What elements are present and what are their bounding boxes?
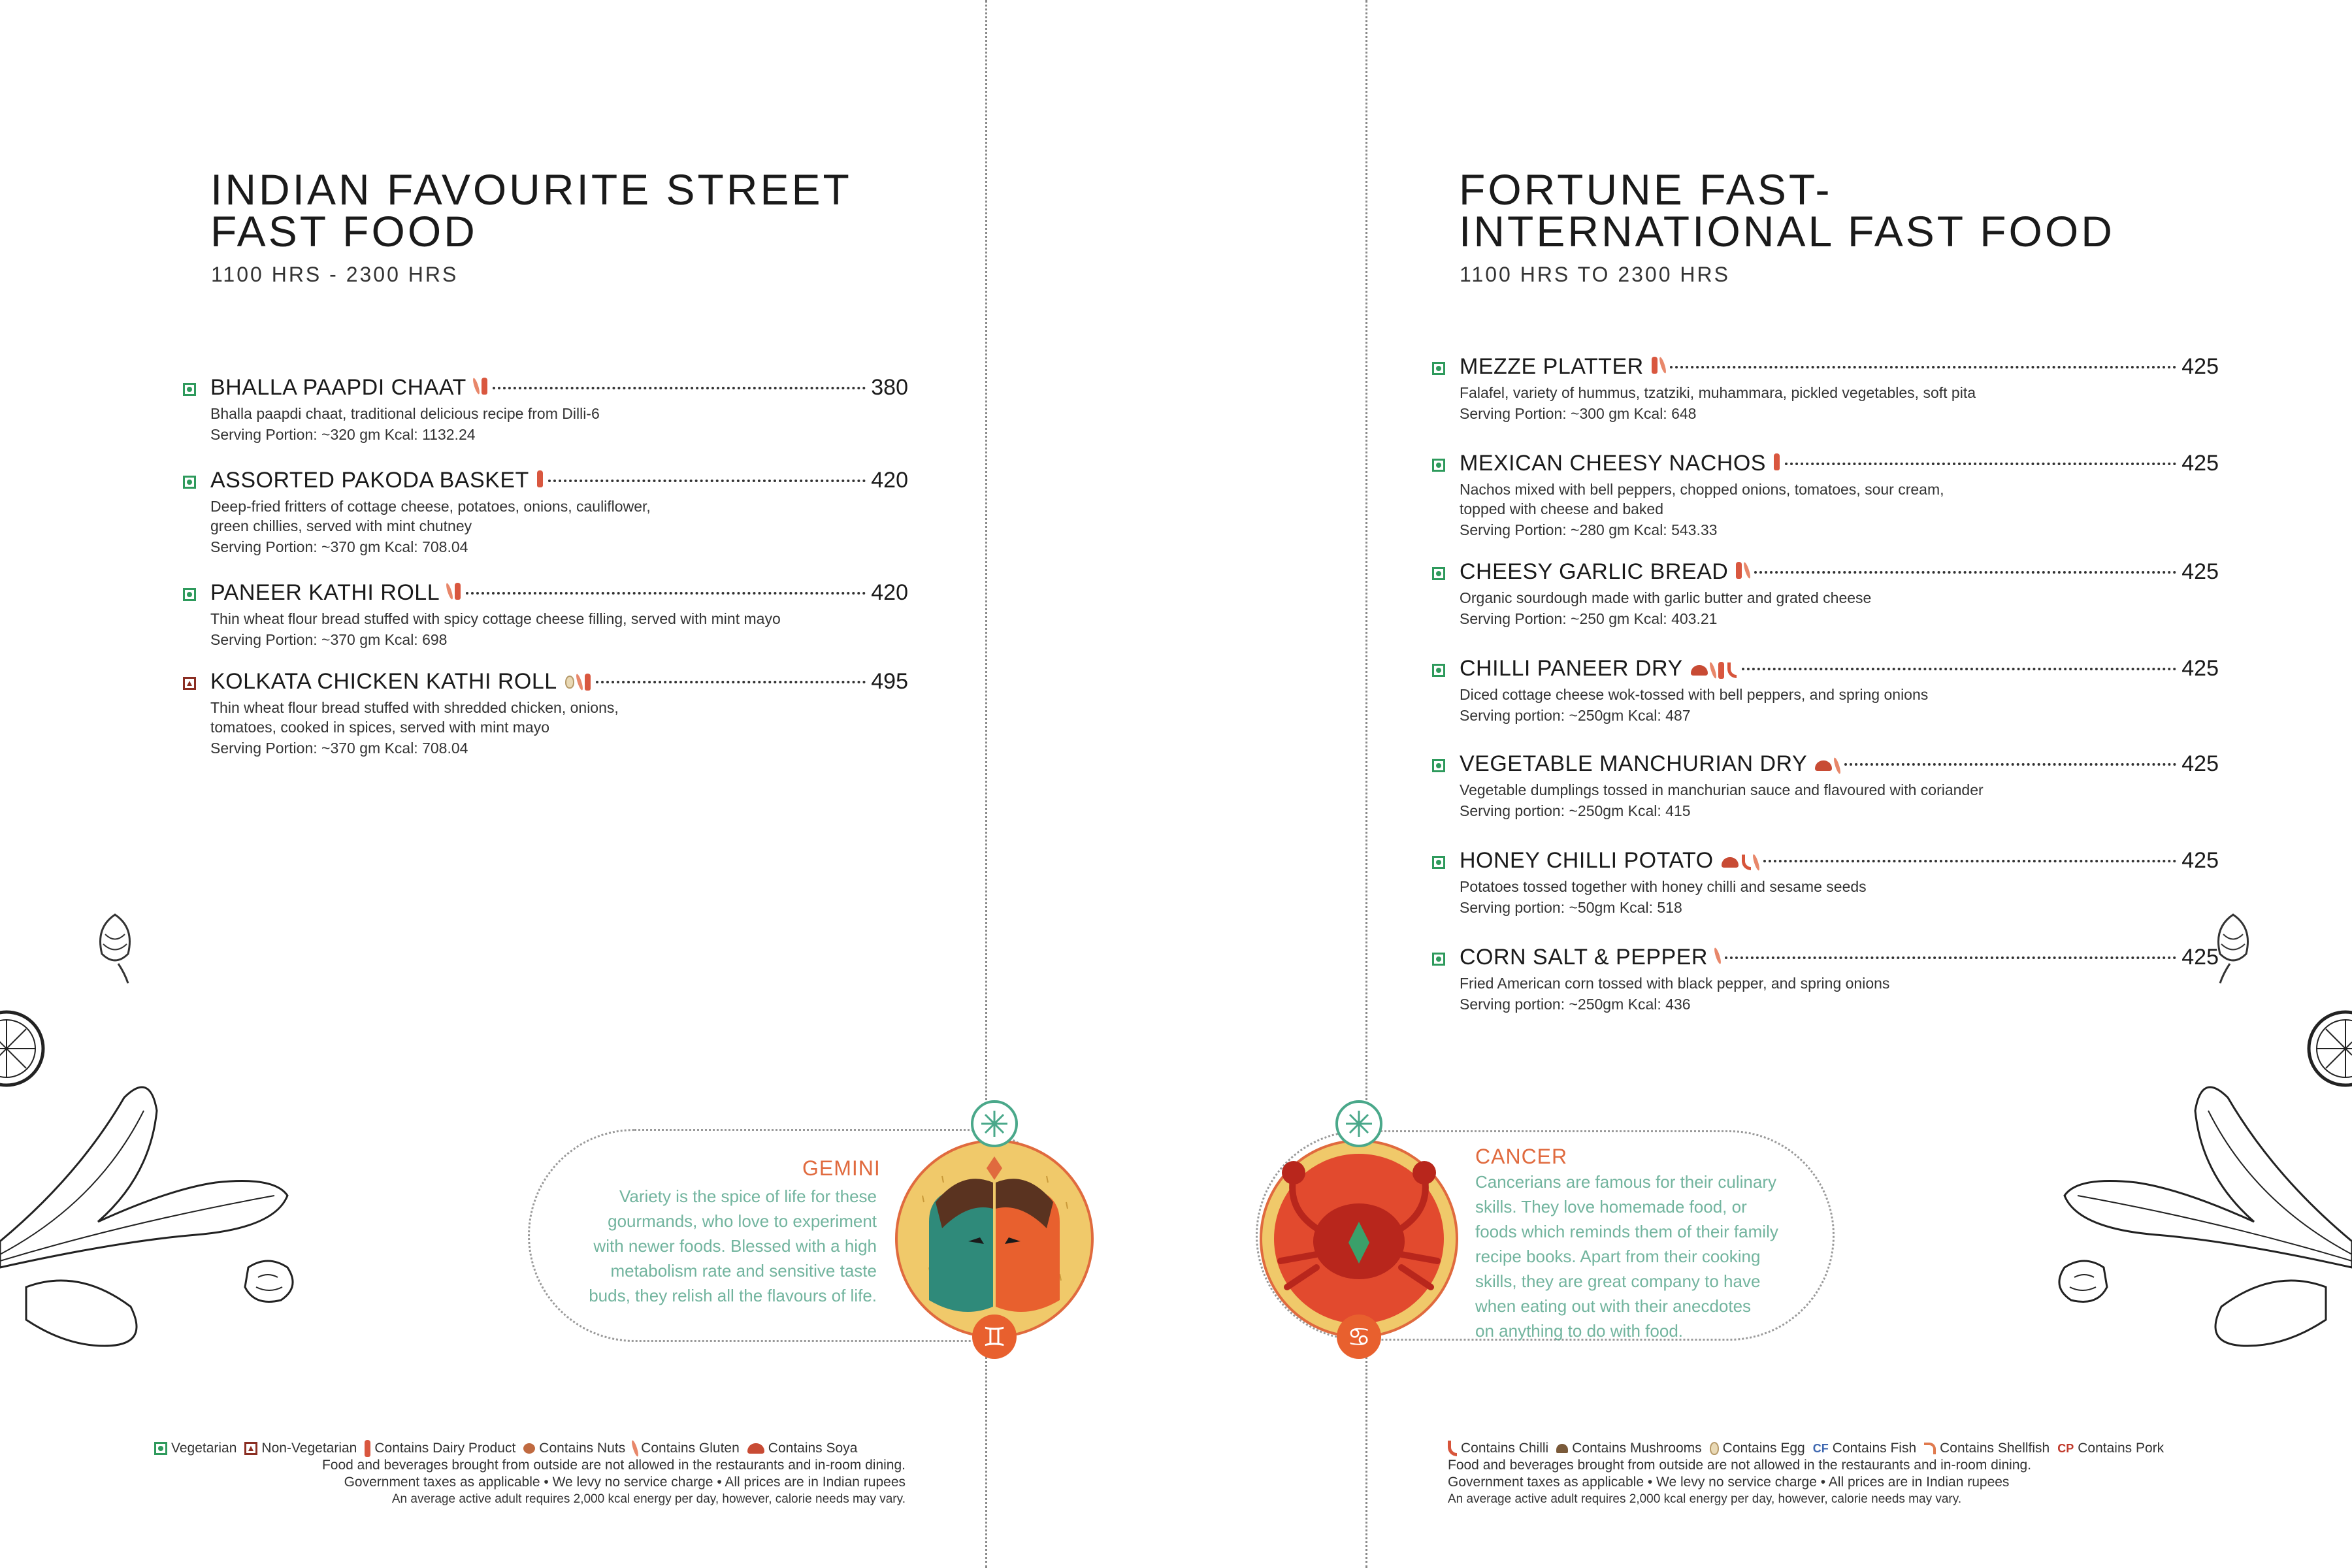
dot-leader — [548, 480, 866, 482]
gluten-icon — [1833, 757, 1842, 775]
item-description: Bhalla paapdi chaat, traditional delicious recipe from Dilli-6 — [210, 405, 600, 422]
item-serving-portion: Serving portion: ~250gm Kcal: 487 — [1460, 707, 1691, 724]
gluten-icon — [630, 1440, 640, 1458]
left-legend-row — [154, 1440, 906, 1457]
vegetarian-mark-icon — [183, 383, 196, 396]
item-price: 425 — [2181, 451, 2219, 476]
item-serving-portion: Serving Portion: ~370 gm Kcal: 708.04 — [210, 740, 468, 757]
menu-item — [1460, 751, 2219, 822]
item-title-row — [1460, 451, 2219, 480]
gemini-name: GEMINI — [802, 1156, 881, 1180]
item-serving-portion: Serving Portion: ~280 gm Kcal: 543.33 — [1460, 521, 1718, 538]
item-serving-portion: Serving Portion: ~370 gm Kcal: 698 — [210, 631, 448, 648]
vegetarian-mark-icon — [1432, 759, 1445, 772]
legend-label: Non-Vegetarian — [261, 1441, 357, 1456]
legend-label: Contains Shellfish — [1940, 1441, 2050, 1456]
dot-leader — [1754, 571, 2176, 574]
legend-label: Contains Pork — [2078, 1441, 2164, 1456]
non-vegetarian-mark-icon — [183, 677, 196, 690]
item-name: MEZZE PLATTER — [1460, 354, 1644, 379]
legend-entry — [1710, 1440, 1805, 1457]
item-description: Vegetable dumplings tossed in manchurian sauce and flavoured with coriander — [1460, 781, 1984, 798]
item-description: Deep-fried fritters of cottage cheese, potatoes, onions, cauliflower, green chillies, served with mint chutney — [210, 498, 651, 534]
item-description: Thin wheat flour bread stuffed with spicy cottage cheese filling, served with mint mayo — [210, 610, 781, 627]
item-title-row — [1460, 848, 2219, 877]
dairy-icon — [1736, 562, 1742, 579]
legend-entry — [244, 1440, 357, 1457]
vegetarian-mark-icon — [1432, 664, 1445, 677]
cf-icon: CF — [1812, 1442, 1829, 1455]
vegetarian-mark-icon — [1432, 459, 1445, 472]
allergen-icons — [1722, 854, 1758, 871]
item-name: BHALLA PAAPDI CHAAT — [210, 375, 466, 400]
dot-leader — [1670, 366, 2177, 368]
menu-item — [210, 580, 908, 651]
allergen-icons — [474, 378, 487, 395]
item-description: Falafel, variety of hummus, tzatziki, muhammara, pickled vegetables, soft pita — [1460, 384, 1976, 401]
legend-entry — [1556, 1440, 1701, 1457]
right-legend-row — [1448, 1440, 2232, 1457]
gluten-icon — [1752, 854, 1761, 872]
dot-leader — [1785, 463, 2176, 465]
cancer-name: CANCER — [1475, 1145, 1568, 1168]
vegetarian-mark-icon — [154, 1442, 167, 1455]
allergen-icons — [1716, 947, 1720, 964]
legend-label: Contains Fish — [1832, 1441, 1917, 1456]
vegetarian-mark-icon — [1432, 362, 1445, 375]
legend-entry — [1924, 1440, 2050, 1457]
menu-item — [1460, 945, 2219, 1015]
item-serving-portion: Serving Portion: ~320 gm Kcal: 1132.24 — [210, 426, 476, 443]
allergen-icons — [1774, 453, 1780, 470]
legend-entry — [1813, 1440, 1916, 1457]
legend-entry — [365, 1440, 515, 1457]
item-price: 425 — [2181, 945, 2219, 970]
item-title-row — [1460, 945, 2219, 973]
item-serving-portion: Serving Portion: ~300 gm Kcal: 648 — [1460, 405, 1697, 422]
legend-label: Contains Nuts — [539, 1441, 626, 1456]
item-price: 425 — [2181, 751, 2219, 776]
item-serving-portion: Serving Portion: ~250 gm Kcal: 403.21 — [1460, 610, 1718, 627]
item-title-row — [210, 468, 908, 497]
right-legend — [1448, 1440, 2232, 1508]
left-legend — [154, 1440, 906, 1508]
item-price: 380 — [871, 375, 908, 400]
cancer-description: Cancerians are famous for their culinary skills. They love homemade food, or foods which reminds them of their family recipe books. Apart from their cooking skills, they are great company to have when eating out with their anecdotes on anything to do with food. — [1475, 1172, 1778, 1341]
right-section-hours: 1100 HRS TO 2300 HRS — [1460, 263, 1730, 286]
menu-item — [210, 468, 908, 558]
artichoke-sketch-right-icon — [2207, 908, 2259, 987]
item-price: 425 — [2181, 656, 2219, 681]
dot-leader — [1844, 763, 2176, 766]
right-note-1: Food and beverages brought from outside are not allowed in the restaurants and in-room dining. — [1448, 1458, 2032, 1473]
item-description: Nachos mixed with bell peppers, chopped onions, tomatoes, sour cream, topped with cheese and baked — [1460, 481, 1944, 517]
gluten-icon — [445, 583, 454, 600]
menu-item — [1460, 559, 2219, 630]
legend-label: Contains Gluten — [641, 1441, 740, 1456]
gemini-symbol-icon: ♊ — [983, 1322, 1006, 1352]
item-price: 425 — [2181, 559, 2219, 584]
chilli-icon — [1448, 1441, 1457, 1456]
legend-label: Contains Dairy Product — [374, 1441, 516, 1456]
mush-icon — [1556, 1444, 1568, 1453]
legend-entry — [523, 1440, 625, 1457]
left-note-2: Government taxes as applicable • We levy no service charge • All prices are in Indian rupees — [344, 1475, 906, 1490]
item-name: CHILLI PANEER DRY — [1460, 656, 1683, 681]
dot-leader — [493, 387, 866, 389]
gluten-icon — [1713, 947, 1722, 965]
gemini-description: Variety is the spice of life for these gourmands, who love to experiment with newer foods. Blessed with a high metabolism rate and sensitive taste buds, they relish all the flavours of life. — [589, 1186, 877, 1305]
vegetarian-mark-icon — [1432, 567, 1445, 580]
item-price: 420 — [871, 468, 908, 493]
chilli-icon — [1742, 855, 1751, 870]
dairy-icon — [537, 470, 543, 487]
menu-item — [1460, 354, 2219, 425]
right-section-title: FORTUNE FAST- INTERNATIONAL FAST FOOD — [1459, 165, 2115, 255]
soya-icon — [1691, 665, 1708, 676]
dairy-icon — [1652, 357, 1658, 374]
item-name: CHEESY GARLIC BREAD — [1460, 559, 1729, 584]
right-note-2: Government taxes as applicable • We levy no service charge • All prices are in Indian rupees — [1448, 1475, 2010, 1490]
gemini-illustration — [883, 1098, 1105, 1359]
item-price: 420 — [871, 580, 908, 605]
legend-entry — [2057, 1440, 2164, 1457]
item-name: VEGETABLE MANCHURIAN DRY — [1460, 751, 1808, 776]
item-serving-portion: Serving Portion: ~370 gm Kcal: 708.04 — [210, 538, 468, 555]
dairy-icon — [455, 583, 461, 600]
egg-icon — [565, 676, 574, 689]
vegetarian-mark-icon — [183, 476, 196, 489]
dairy-icon — [1718, 662, 1724, 679]
vegetarian-mark-icon — [1432, 856, 1445, 869]
item-title-row — [210, 669, 908, 698]
dot-leader — [466, 592, 866, 595]
allergen-icons — [448, 583, 461, 600]
item-description: Potatoes tossed together with honey chilli and sesame seeds — [1460, 878, 1867, 895]
gluten-icon — [575, 674, 584, 691]
dot-leader — [1742, 668, 2177, 670]
item-serving-portion: Serving portion: ~250gm Kcal: 436 — [1460, 996, 1691, 1013]
dot-leader — [1725, 956, 2176, 959]
legend-entry — [1448, 1440, 1548, 1457]
vegetarian-mark-icon — [1432, 953, 1445, 966]
left-section-hours: 1100 HRS - 2300 HRS — [211, 263, 459, 286]
item-name: CORN SALT & PEPPER — [1460, 945, 1708, 970]
menu-item — [210, 375, 908, 446]
cancer-symbol-icon: ♋ — [1347, 1322, 1371, 1352]
item-title-row — [210, 580, 908, 609]
vegetable-leaf-sketch-right-icon — [2038, 1071, 2352, 1372]
cp-icon: CP — [2057, 1442, 2074, 1455]
item-title-row — [210, 375, 908, 404]
nuts-icon — [523, 1443, 535, 1454]
item-title-row — [1460, 354, 2219, 383]
allergen-icons — [1815, 757, 1839, 774]
item-description: Fried American corn tossed with black pepper, and spring onions — [1460, 975, 1890, 992]
allergen-icons — [1691, 662, 1737, 679]
legend-label: Vegetarian — [171, 1441, 237, 1456]
gluten-icon — [1658, 357, 1667, 374]
legend-label: Contains Mushrooms — [1572, 1441, 1702, 1456]
shell-icon — [1924, 1443, 1936, 1454]
chilli-icon — [1727, 662, 1737, 678]
soya-icon — [747, 1443, 764, 1454]
legend-label: Contains Chilli — [1461, 1441, 1549, 1456]
left-note-1: Food and beverages brought from outside are not allowed in the restaurants and in-room dining. — [321, 1458, 906, 1473]
item-price: 425 — [2181, 848, 2219, 873]
item-title-row — [1460, 559, 2219, 588]
item-title-row — [1460, 751, 2219, 780]
allergen-icons — [565, 674, 591, 691]
legend-entry — [633, 1440, 740, 1457]
menu-item — [1460, 656, 2219, 727]
egg-icon — [1710, 1442, 1719, 1455]
allergen-icons — [1652, 357, 1665, 374]
left-note-3: An average active adult requires 2,000 kcal energy per day, however, calorie needs may vary. — [391, 1492, 906, 1506]
legend-entry — [154, 1440, 237, 1457]
artichoke-sketch-icon — [89, 908, 141, 987]
item-name: KOLKATA CHICKEN KATHI ROLL — [210, 669, 557, 694]
item-serving-portion: Serving portion: ~250gm Kcal: 415 — [1460, 802, 1691, 819]
vegetarian-mark-icon — [183, 588, 196, 601]
item-name: MEXICAN CHEESY NACHOS — [1460, 451, 1766, 476]
menu-item — [210, 669, 908, 759]
soya-icon — [1722, 857, 1739, 868]
dairy-icon — [482, 378, 487, 395]
item-title-row — [1460, 656, 2219, 685]
gluten-icon — [472, 378, 481, 395]
item-description: Thin wheat flour bread stuffed with shredded chicken, onions, tomatoes, cooked in spices, served with mint mayo — [210, 699, 619, 736]
dot-leader — [1763, 860, 2177, 862]
left-page — [0, 0, 1006, 1568]
item-serving-portion: Serving portion: ~50gm Kcal: 518 — [1460, 899, 1682, 916]
legend-label: Contains Egg — [1722, 1441, 1805, 1456]
item-description: Diced cottage cheese wok-tossed with bell peppers, and spring onions — [1460, 686, 1929, 703]
item-name: HONEY CHILLI POTATO — [1460, 848, 1714, 873]
menu-item — [1460, 451, 2219, 541]
item-name: ASSORTED PAKODA BASKET — [210, 468, 529, 493]
item-price: 425 — [2181, 354, 2219, 379]
item-name: PANEER KATHI ROLL — [210, 580, 440, 605]
right-page — [1347, 0, 2352, 1568]
dairy-icon — [365, 1440, 370, 1457]
legend-entry — [747, 1440, 858, 1457]
legend-label: Contains Soya — [768, 1441, 858, 1456]
dairy-icon — [1774, 453, 1780, 470]
left-section-title: INDIAN FAVOURITE STREET FAST FOOD — [210, 165, 852, 255]
non-vegetarian-mark-icon — [244, 1442, 257, 1455]
right-note-3: An average active adult requires 2,000 kcal energy per day, however, calorie needs may vary. — [1448, 1492, 1962, 1506]
vegetable-leaf-sketch-icon — [0, 1071, 314, 1372]
gluten-icon — [1742, 562, 1752, 580]
menu-item — [1460, 848, 2219, 919]
dairy-icon — [585, 674, 591, 691]
allergen-icons — [537, 470, 543, 487]
item-price: 495 — [871, 669, 908, 694]
soya-icon — [1815, 760, 1832, 771]
item-description: Organic sourdough made with garlic butter and grated cheese — [1460, 589, 1872, 606]
allergen-icons — [1736, 562, 1749, 579]
dot-leader — [596, 681, 866, 683]
cancer-illustration — [1254, 1098, 1463, 1359]
gluten-icon — [1708, 662, 1718, 679]
